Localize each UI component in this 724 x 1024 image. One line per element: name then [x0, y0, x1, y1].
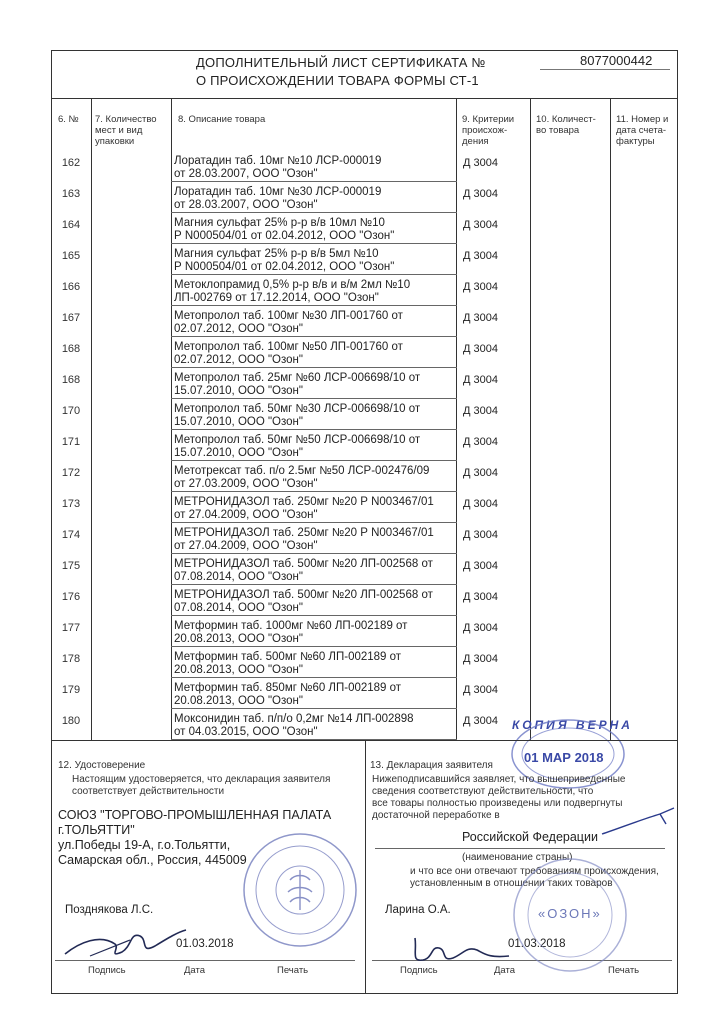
copy-stamp-date: 01 МАР 2018 [524, 750, 604, 765]
row-number: 171 [61, 436, 81, 448]
row-description-line2: 02.07.2012, ООО "Озон" [174, 354, 303, 366]
col-header-description: 8. Описание товара [178, 114, 266, 125]
section12-title: 12. Удостоверение [58, 760, 146, 771]
row-number: 177 [61, 622, 81, 634]
chamber-name-1: СОЮЗ "ТОРГОВО-ПРОМЫШЛЕННАЯ ПАЛАТА [58, 808, 332, 822]
section13-text-5: и что все они отвечают требованиям происхождения, [410, 866, 659, 877]
section13-label-sign: Подпись [400, 965, 438, 976]
section13-country-label: (наименование страны) [462, 852, 573, 863]
section13-signature [405, 928, 515, 968]
row-criterion: Д 3004 [463, 436, 498, 448]
row-description-line2: от 28.03.2007, ООО "Озон" [174, 168, 318, 180]
row-separator [171, 646, 457, 647]
copy-verified-text: КОПИЯ ВЕРНА [512, 718, 633, 732]
section13-text-1: Нижеподписавшийся заявляет, что вышеприведенные [372, 774, 626, 785]
row-separator [171, 212, 457, 213]
row-criterion: Д 3004 [463, 467, 498, 479]
row-separator [171, 336, 457, 337]
row-criterion: Д 3004 [463, 343, 498, 355]
certificate-number-underline [540, 69, 670, 70]
section13-title: 13. Декларация заявителя [370, 760, 493, 771]
certificate-number: 8077000442 [580, 53, 653, 68]
row-separator [171, 460, 457, 461]
col-divider-2 [171, 98, 172, 740]
row-criterion: Д 3004 [463, 591, 498, 603]
section13-signer: Ларина О.А. [385, 904, 451, 916]
row-number: 165 [61, 250, 81, 262]
row-number: 174 [61, 529, 81, 541]
row-separator [171, 708, 457, 709]
row-number: 173 [61, 498, 81, 510]
row-description-line1: Метопролол таб. 50мг №50 ЛСР-006698/10 от [174, 434, 421, 446]
row-criterion: Д 3004 [463, 405, 498, 417]
section13-label-stamp: Печать [608, 965, 640, 976]
row-description-line1: Метформин таб. 500мг №60 ЛП-002189 от [174, 651, 402, 663]
row-separator [171, 367, 457, 368]
row-number: 170 [61, 405, 81, 417]
row-separator [171, 584, 457, 585]
col-divider-4 [530, 98, 531, 740]
row-description-line1: Метопролол таб. 100мг №30 ЛП-001760 от [174, 310, 403, 322]
row-number: 175 [61, 560, 81, 572]
col-header-quantity: 10. Количест-во товара [536, 114, 596, 136]
row-separator [171, 429, 457, 430]
section12-text-1: Настоящим удостоверяется, что декларация заявителя [72, 774, 331, 785]
col-divider-3 [456, 98, 457, 740]
row-description-line1: Лоратадин таб. 10мг №10 ЛСР-000019 [174, 155, 382, 167]
row-description-line1: МЕТРОНИДАЗОЛ таб. 500мг №20 ЛП-002568 от [174, 589, 433, 601]
row-description-line1: МЕТРОНИДАЗОЛ таб. 250мг №20 Р N003467/01 [174, 496, 434, 508]
section12-signature [60, 922, 190, 962]
row-description-line2: 02.07.2012, ООО "Озон" [174, 323, 303, 335]
row-description-line1: Метопролол таб. 100мг №50 ЛП-001760 от [174, 341, 403, 353]
row-separator [171, 181, 457, 182]
row-number: 168 [61, 343, 81, 355]
row-separator [171, 274, 457, 275]
row-description-line1: Метформин таб. 850мг №60 ЛП-002189 от [174, 682, 402, 694]
row-description-line2: 15.07.2010, ООО "Озон" [174, 385, 303, 397]
frame-right [677, 50, 678, 994]
row-number: 162 [61, 157, 81, 169]
row-number: 164 [61, 219, 81, 231]
col-divider-1 [91, 98, 92, 740]
row-description-line1: Магния сульфат 25% р-р в/в 10мл №10 [174, 217, 385, 229]
col-header-packages: 7. Количество мест и вид упаковки [95, 114, 157, 147]
row-number: 178 [61, 653, 81, 665]
row-criterion: Д 3004 [463, 653, 498, 665]
row-number: 172 [61, 467, 81, 479]
row-number: 166 [61, 281, 81, 293]
section12-text-2: соответствует действительности [72, 786, 225, 797]
section13-country-line [375, 848, 665, 849]
row-number: 180 [61, 715, 81, 727]
row-separator [171, 522, 457, 523]
col-header-invoice: 11. Номер и дата счета-фактуры [616, 114, 669, 147]
row-separator [171, 553, 457, 554]
row-description-line2: 07.08.2014, ООО "Озон" [174, 571, 303, 583]
row-separator [171, 491, 457, 492]
section12-label-date: Дата [184, 965, 206, 976]
row-description-line2: от 27.04.2009, ООО "Озон" [174, 509, 318, 521]
row-description-line1: Лоратадин таб. 10мг №30 ЛСР-000019 [174, 186, 382, 198]
row-criterion: Д 3004 [463, 498, 498, 510]
row-description-line1: Магния сульфат 25% р-р в/в 5мл №10 [174, 248, 379, 260]
col-header-criteria: 9. Критерии происхож-дения [462, 114, 515, 147]
row-criterion: Д 3004 [463, 250, 498, 262]
row-description-line1: Моксонидин таб. п/п/о 0,2мг №14 ЛП-002898 [174, 713, 414, 725]
row-criterion: Д 3004 [463, 560, 498, 572]
row-criterion: Д 3004 [463, 312, 498, 324]
row-description-line1: МЕТРОНИДАЗОЛ таб. 250мг №20 Р N003467/01 [174, 527, 434, 539]
row-number: 168 [61, 374, 81, 386]
row-description-line2: 20.08.2013, ООО "Озон" [174, 664, 303, 676]
row-description-line2: 15.07.2010, ООО "Озон" [174, 416, 303, 428]
section13-text-4: достаточной переработке в [372, 810, 500, 821]
section12-date: 01.03.2018 [176, 938, 234, 950]
row-criterion: Д 3004 [463, 529, 498, 541]
col-divider-5 [610, 98, 611, 740]
ozon-seal-name: «ОЗОН» [538, 906, 602, 921]
row-description-line1: Метопролол таб. 50мг №30 ЛСР-006698/10 от [174, 403, 421, 415]
header-divider [51, 98, 678, 99]
row-description-line2: от 27.03.2009, ООО "Озон" [174, 478, 318, 490]
document-title-line2: О ПРОИСХОЖДЕНИИ ТОВАРА ФОРМЫ СТ-1 [196, 73, 479, 88]
row-number: 176 [61, 591, 81, 603]
chamber-seal [240, 830, 360, 950]
row-description-line2: 15.07.2010, ООО "Озон" [174, 447, 303, 459]
section13-country: Российской Федерации [462, 830, 598, 844]
row-separator [171, 305, 457, 306]
row-description-line2: Р N000504/01 от 02.04.2012, ООО "Озон" [174, 230, 395, 242]
section13-text-6: установленным в отношении таких товаров [410, 878, 613, 889]
col-header-number: 6. № [58, 114, 79, 125]
bottom-section-divider [365, 740, 366, 994]
frame-top [51, 50, 678, 51]
row-description-line2: от 04.03.2015, ООО "Озон" [174, 726, 318, 738]
row-criterion: Д 3004 [463, 188, 498, 200]
row-description-line2: 20.08.2013, ООО "Озон" [174, 633, 303, 645]
section13-text-3: все товары полностью произведены или подвергнуты [372, 798, 623, 809]
row-criterion: Д 3004 [463, 374, 498, 386]
section12-signer: Позднякова Л.С. [65, 904, 154, 916]
section12-label-sign: Подпись [88, 965, 126, 976]
row-criterion: Д 3004 [463, 219, 498, 231]
row-separator [171, 243, 457, 244]
row-separator [171, 677, 457, 678]
section13-date: 01.03.2018 [508, 938, 566, 950]
section13-label-date: Дата [494, 965, 516, 976]
row-description-line1: Метформин таб. 1000мг №60 ЛП-002189 от [174, 620, 408, 632]
row-criterion: Д 3004 [463, 622, 498, 634]
document-title-line1: ДОПОЛНИТЕЛЬНЫЙ ЛИСТ СЕРТИФИКАТА № [196, 55, 486, 70]
row-description-line1: Метоклопрамид 0,5% р-р в/в и в/м 2мл №10 [174, 279, 411, 291]
row-criterion: Д 3004 [463, 157, 498, 169]
row-description-line1: Метопролол таб. 25мг №60 ЛСР-006698/10 от [174, 372, 421, 384]
section13-arrow-mark [600, 800, 680, 840]
row-criterion: Д 3004 [463, 715, 498, 727]
row-description-line1: Метотрексат таб. п/о 2.5мг №50 ЛСР-002476/09 [174, 465, 430, 477]
row-number: 179 [61, 684, 81, 696]
chamber-address-1: ул.Победы 19-А, г.о.Тольятти, [58, 838, 231, 852]
section13-text-2: сведения соответствуют действительности, что [372, 786, 594, 797]
row-criterion: Д 3004 [463, 684, 498, 696]
row-number: 167 [61, 312, 81, 324]
chamber-name-2: г.ТОЛЬЯТТИ" [58, 823, 135, 837]
row-separator [171, 398, 457, 399]
row-description-line2: Р N000504/01 от 02.04.2012, ООО "Озон" [174, 261, 395, 273]
row-separator [171, 615, 457, 616]
row-description-line2: 07.08.2014, ООО "Озон" [174, 602, 303, 614]
row-description-line2: ЛП-002769 от 17.12.2014, ООО "Озон" [174, 292, 379, 304]
row-criterion: Д 3004 [463, 281, 498, 293]
section12-label-stamp: Печать [277, 965, 309, 976]
row-description-line1: МЕТРОНИДАЗОЛ таб. 500мг №20 ЛП-002568 от [174, 558, 433, 570]
chamber-address-2: Самарская обл., Россия, 445009 [58, 853, 247, 867]
row-description-line2: от 27.04.2009, ООО "Озон" [174, 540, 318, 552]
row-description-line2: 20.08.2013, ООО "Озон" [174, 695, 303, 707]
row-number: 163 [61, 188, 81, 200]
row-description-line2: от 28.03.2007, ООО "Озон" [174, 199, 318, 211]
